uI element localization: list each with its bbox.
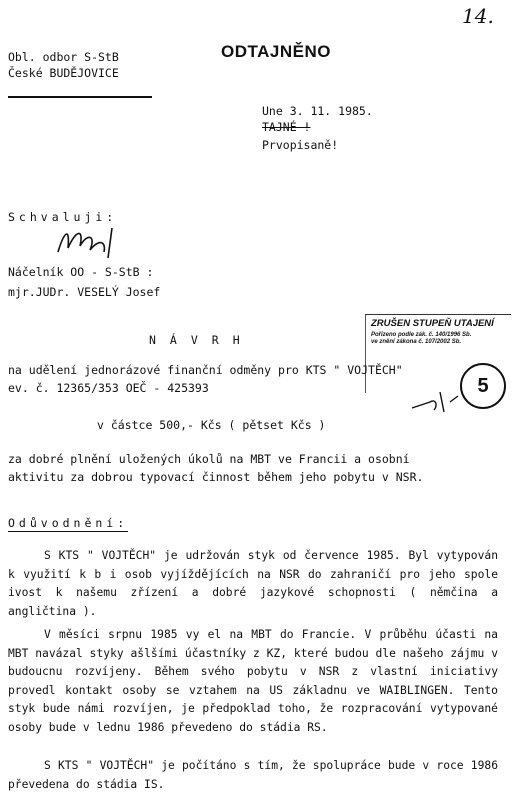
proposal-reason-2: aktivitu za dobrou typovací činnost během jeho pobytu v NSR. [8,470,424,484]
approval-heading: Schvaluji: [8,210,118,224]
proposal-line-1: na udělení jednorázové finanční odměny pro KTS " VOJTĚCH" [8,363,403,377]
signature-icon [54,222,129,262]
proposal-line-2: ev. č. 12365/353 OEČ - 425393 [8,381,209,395]
approval-line-1: Náčelník OO - S-StB : [8,265,154,279]
proposal-title: NÁVRH [149,333,254,347]
header-rule [8,96,152,98]
approval-line-2: mjr.JUDr. VESELÝ Josef [8,285,161,299]
copies-note: Prvopisaně! [262,138,339,152]
justification-paragraph-1: S KTS " VOJTĚCH" je udržován styk od července 1985. Byl vytypován k využití k b i osob vyjíždějících na NSR do zahraničí pro jeho spole ivost k našemu zřízení a dobré jazykové schopnosti ( němčina a angličtina ). [8,549,498,618]
org-line-1: Obl. odbor S-StB [8,50,119,64]
justification-paragraph-3: S KTS " VOJTĚCH" je počítáno s tím, že spolupráce bude v roce 1986 převedena do stádia IS. [8,759,498,791]
org-line-2: České BUDĚJOVICE [8,66,119,80]
stamp-circle-number: 5 [460,363,506,409]
struck-classification: TAJNÉ ! [262,120,311,134]
stamp-title: ZRUŠEN STUPEŇ UTAJENÍ [371,318,494,329]
page-number: 14. [462,4,494,28]
document-date: Une 3. 11. 1985. [262,104,373,118]
classification-heading: ODTAJNĚNO [221,42,331,61]
proposal-reason-1: za dobré plnění uložených úkolů na MBT ve Francii a osobní [8,452,410,466]
proposal-amount: v částce 500,- Kčs ( pětset Kčs ) [97,418,326,432]
stamp-signature-icon [410,388,462,414]
justification-heading: Odůvodnění: [8,516,129,530]
justification-paragraph-2: V měsíci srpnu 1985 vy el na MBT do Francie. V průběhu účasti na MBT navázal styky ašlšími účastníky z KZ, které budou dle našeho zájmu v budoucnu rozvíjeny. Během svého pobytu v NSR z vlastní iniciativy provedl kontakt osoby se vztahem na US základnu ve WAIBLINGEN. Tento styk bude námi rozvíjen, je předpoklad toho, že rozpracování vytypované osoby bude v lednu 1986 převedeno do stádia RS. [8,628,498,734]
stamp-line-2: ve znění zákona č. 107/2002 Sb. [371,339,462,345]
stamp-line-1: Pořízeno podle zák. č. 140/1996 Sb. [371,332,472,338]
